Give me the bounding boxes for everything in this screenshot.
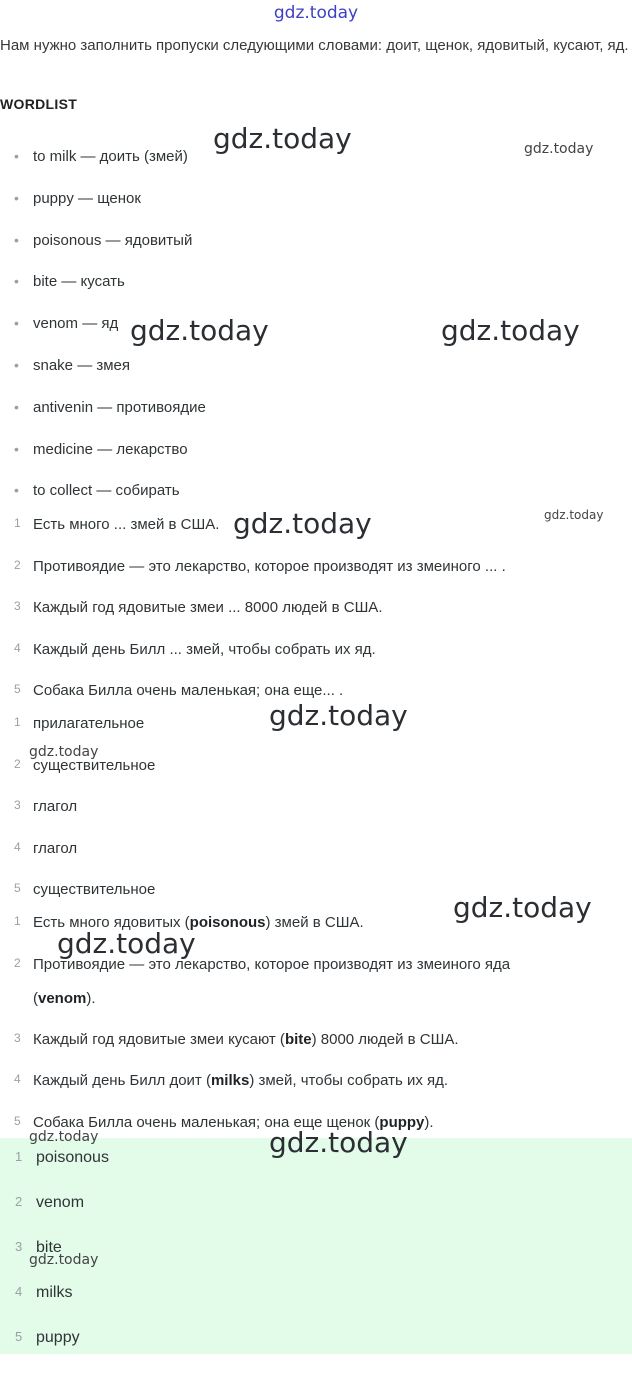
list-item: • poisonous — ядовитый — [14, 231, 193, 249]
bullet-icon: • — [14, 148, 19, 164]
list-item: 3 Каждый год ядовитые змеи кусают (bite) 8000 людей в США. — [14, 1030, 459, 1048]
list-item: • puppy — щенок — [14, 189, 141, 207]
bullet-icon: • — [14, 231, 19, 248]
watermark: gdz.today — [29, 1252, 99, 1268]
list-item: 4 глагол — [14, 839, 78, 857]
list-item: 5 puppy — [15, 1329, 80, 1346]
list-item: 4 Каждый день Билл ... змей, чтобы собрать их яд. — [14, 640, 376, 658]
list-item: 2 Противоядие — это лекарство, которое производят из змеиного ... . — [14, 557, 506, 575]
list-item: 3 Каждый год ядовитые змеи ... 8000 людей в США. — [14, 599, 383, 617]
watermark-top: gdz.today — [273, 3, 359, 23]
list-item: 2 venom — [15, 1194, 85, 1211]
watermark: gdz.today — [29, 1129, 99, 1145]
list-item: 1 Есть много ядовитых (poisonous) змей в США. — [14, 914, 364, 931]
list-item: • to milk — доить (змей) — [14, 148, 188, 165]
bullet-icon: • — [14, 356, 19, 373]
watermark: gdz.today — [269, 1126, 408, 1159]
list-item: • bite — кусать — [14, 273, 125, 291]
list-item: 2 Противоядие — это лекарство, которое производят из змеиного яда (venom). — [14, 955, 511, 1007]
list-item: • to collect — собирать — [14, 482, 180, 500]
list-item: • antivenin — противоядие — [14, 398, 206, 416]
intro-text: Нам нужно заполнить пропуски следующими словами: доит, щенок, ядовитый, кусают, яд. — [0, 37, 629, 54]
bullet-icon: • — [14, 440, 19, 457]
watermark: gdz.today — [29, 744, 99, 760]
list-item: 4 milks — [15, 1284, 73, 1301]
watermark: gdz.today — [57, 927, 196, 960]
bullet-icon: • — [14, 189, 19, 206]
watermark: gdz.today — [213, 122, 352, 155]
watermark: gdz.today — [524, 141, 594, 157]
watermark: gdz.today — [441, 314, 580, 347]
list-item: 1 Есть много ... змей в США. — [14, 516, 220, 533]
watermark: gdz.today — [544, 508, 604, 522]
watermark: gdz.today — [453, 891, 592, 924]
list-item: 5 Собака Билла очень маленькая; она еще щенок (puppy). — [14, 1113, 434, 1131]
list-item: • medicine — лекарство — [14, 440, 188, 458]
watermark: gdz.today — [233, 507, 372, 540]
list-item: 3 bite — [15, 1239, 62, 1256]
list-item: 1 прилагательное — [14, 715, 145, 732]
list-item: 4 Каждый день Билл доит (milks) змей, чтобы собрать их яд. — [14, 1072, 449, 1089]
list-item: 5 Собака Билла очень маленькая; она еще... . — [14, 682, 344, 700]
watermark: gdz.today — [269, 699, 408, 732]
list-item: 1 poisonous — [15, 1149, 109, 1166]
sentences-list — [0, 516, 632, 724]
list-item: 2 существительное — [14, 756, 156, 774]
list-item: 5 существительное — [14, 881, 156, 899]
bullet-icon: • — [14, 482, 19, 499]
list-item: • snake — змея — [14, 356, 131, 374]
wordlist-title: WORDLIST — [0, 96, 78, 112]
bullet-icon: • — [14, 273, 19, 290]
list-item: • venom — яд — [14, 315, 119, 333]
bullet-icon: • — [14, 315, 19, 332]
bullet-icon: • — [14, 398, 19, 415]
list-item: 3 глагол — [14, 798, 78, 816]
watermark: gdz.today — [130, 314, 269, 347]
